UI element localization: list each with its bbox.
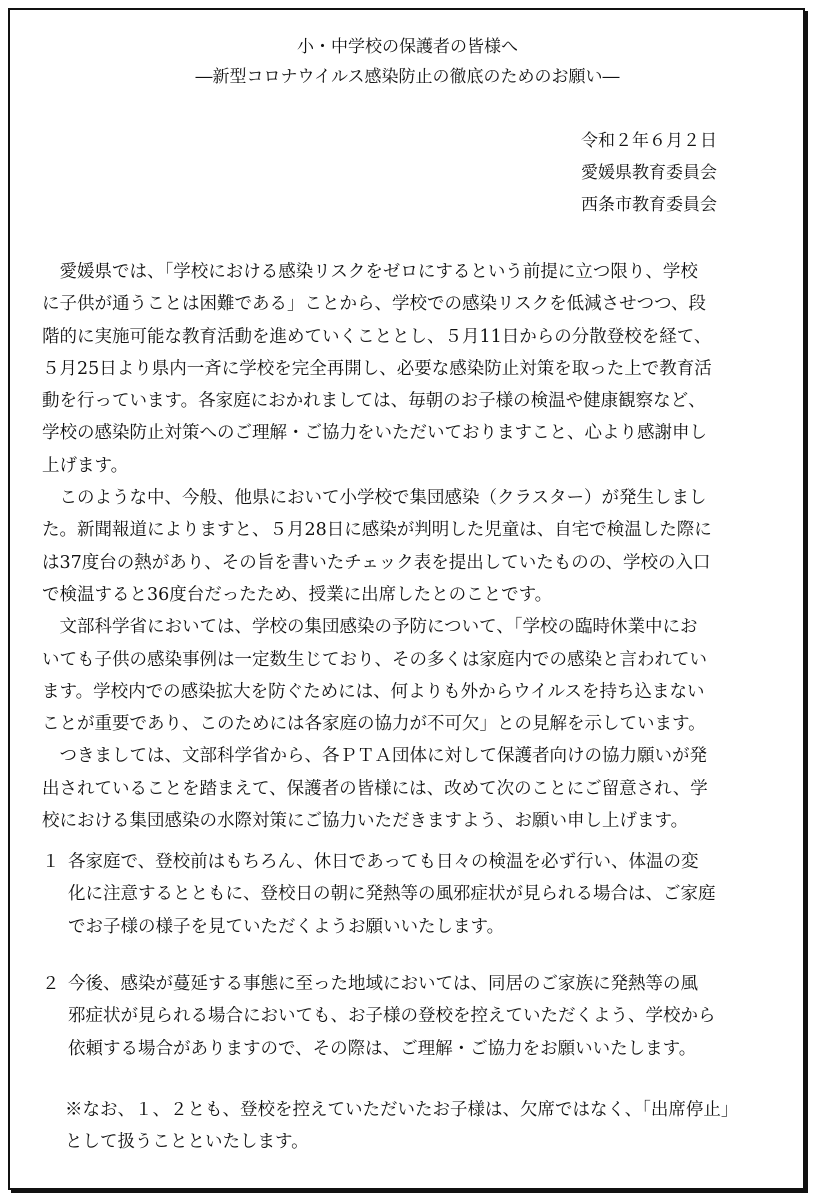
item-content xyxy=(68,846,782,943)
note-line: ※なお、１、２とも、登校を控えていただいたお子様は、欠席ではなく、「出席停止」 xyxy=(65,1100,739,1120)
issuer-prefecture-board: 愛媛県教育委員会 xyxy=(581,163,717,183)
body-line: 階的に実施可能な教育活動を進めていくこととし、５月11日からの分散登校を経て、 xyxy=(42,326,712,347)
body-line: 学校の感染防止対策へのご理解・ご協力をいただいておりますこと、心より感謝申し xyxy=(42,423,707,444)
body-line: た。新聞報道によりますと、５月28日に感染が判明した児童は、自宅で検温した際に xyxy=(42,520,712,541)
note-line: として扱うことといたします。 xyxy=(65,1132,309,1153)
item-number: １ xyxy=(42,852,60,872)
body-line: 上げます。 xyxy=(42,455,129,476)
body-line: 愛媛県では、「学校における感染リスクをゼロにするという前提に立つ限り、学校 xyxy=(42,262,698,282)
item-line: 依頼する場合がありますので、その際は、ご理解・ご協力をお願いいたします。 xyxy=(68,1038,697,1059)
body-line: 文部科学省においては、学校の集団感染の予防について、「学校の臨時休業中にお xyxy=(42,617,698,638)
item-line: でお子様の様子を見ていただくようお願いいたします。 xyxy=(68,916,505,937)
request-item-1 xyxy=(42,846,782,943)
item-content xyxy=(68,968,782,1065)
item-number: ２ xyxy=(42,974,60,994)
body-line: 校における集団感染の水際対策にご協力いただきますよう、お願い申し上げます。 xyxy=(42,811,689,832)
document-date: 令和２年６月２日 xyxy=(581,131,717,151)
issuer-city-board: 西条市教育委員会 xyxy=(581,195,717,215)
body-line: このような中、今般、他県において小学校で集団感染（クラスター）が発生しまし xyxy=(42,488,707,509)
body-line: ことが重要であり、このためには各家庭の協力が不可欠」との見解を示しています。 xyxy=(42,714,706,735)
document-title: 小・中学校の保護者の皆様へ xyxy=(297,37,518,57)
body-line: ５月25日より県内一斉に学校を完全再開し、必要な感染防止対策を取った上で教育活 xyxy=(42,358,712,379)
body-line: いても子供の感染事例は一定数生じており、その多くは家庭内での感染と言われてい xyxy=(42,649,707,670)
body-paragraphs xyxy=(42,256,778,837)
item-line: 各家庭で、登校前はもちろん、休日であっても日々の検温を必ず行い、体温の変 xyxy=(68,852,699,872)
body-line: ます。学校内での感染拡大を防ぐためには、何よりも外からウイルスを持ち込まない xyxy=(42,681,705,702)
item-line: 邪症状が見られる場合においても、お子様の登校を控えていただくよう、学校から xyxy=(68,1006,716,1027)
request-item-2 xyxy=(42,968,782,1065)
document-subtitle: ―新型コロナウイルス感染防止の徹底のためのお願い― xyxy=(195,67,620,87)
item-line: 今後、感染が蔓延する事態に至った地域においては、同居のご家族に発熱等の風 xyxy=(68,974,698,994)
body-line: 動を行っています。各家庭におかれましては、毎朝のお子様の検温や健康観察など、 xyxy=(42,391,706,412)
note xyxy=(65,1094,781,1159)
body-line: つきましては、文部科学省から、各ＰＴＡ団体に対して保護者向けの協力願いが発 xyxy=(42,746,707,767)
body-line: 出されていることを踏まえて、保護者の皆様には、改めて次のことにご留意され、学 xyxy=(42,778,708,799)
item-line: 化に注意するとともに、登校日の朝に発熱等の風邪症状が見られる場合は、ご家庭 xyxy=(68,884,716,905)
body-line: は37度台の熱があり、その旨を書いたチェック表を提出していたものの、学校の入口 xyxy=(42,552,711,573)
body-line: で検温すると36度台だったため、授業に出席したとのことです。 xyxy=(42,584,553,605)
body-line: に子供が通うことは困難である」ことから、学校での感染リスクを低減させつつ、段 xyxy=(42,294,706,315)
